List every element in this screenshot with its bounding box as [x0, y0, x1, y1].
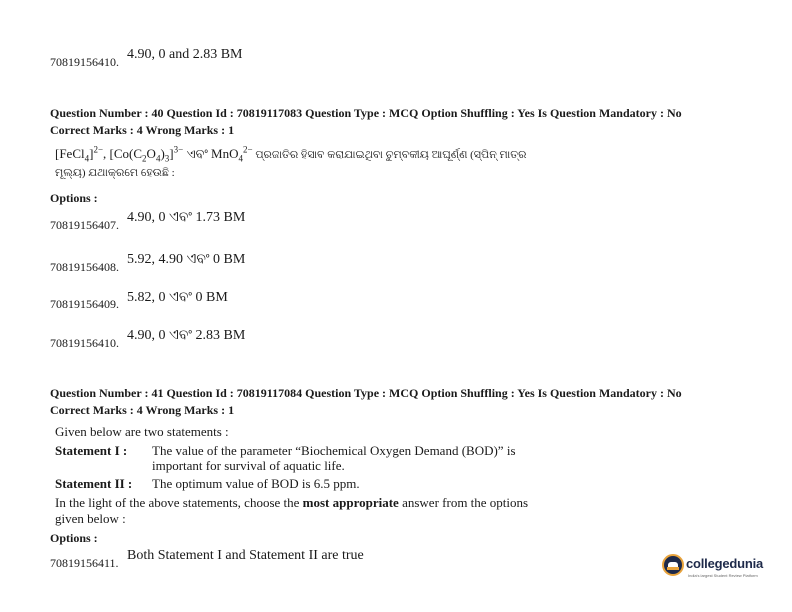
question-41-instruction-line1: In the light of the above statements, choose the most appropriate answer from the options — [55, 495, 529, 510]
question-41-header: Question Number : 41 Question Id : 70819117084 Question Type : MCQ Option Shuffling : Yes Is Question Mandatory : No — [50, 386, 682, 400]
option-text: 5.82, 0 ଏବଂ 0 BM — [127, 290, 228, 305]
question-41-intro: Given below are two statements : — [55, 424, 229, 439]
question-40-stem-line2: ମୂଲ୍ୟ) ଯଥାକ୍ରମେ ହେଉଛି : — [55, 167, 175, 179]
question-40-marks: Correct Marks : 4 Wrong Marks : 1 — [50, 123, 235, 137]
option-id: 70819156411. — [50, 556, 119, 570]
option-text: Both Statement I and Statement II are true — [127, 548, 364, 563]
question-41-marks: Correct Marks : 4 Wrong Marks : 1 — [50, 403, 235, 417]
option-text: 4.90, 0 and 2.83 BM — [127, 47, 243, 62]
option-text: 4.90, 0 ଏବଂ 1.73 BM — [127, 210, 246, 225]
statement-1-text-line2: important for survival of aquatic life. — [152, 458, 345, 473]
logo-tagline: India's largest Student Review Platform — [688, 573, 758, 578]
statement-2-text: The optimum value of BOD is 6.5 ppm. — [152, 476, 360, 491]
question-40-stem-line1: [FeCl$_4$]$^{2-}$, $[Co(C_2O_4)_3]^{3-}$ ଏବଂ MnO$_4^{2-}$ ପ୍ରଜାତିର ହିସାବ କରାଯାଇଥିବା ଚୁମ୍ବକୀୟ ଆଘୂର୍ଣ୍ଣ (ସ୍ପିନ୍ ମାତ୍ର — [55, 144, 527, 164]
option-id: 70819156407. — [50, 218, 119, 232]
option-text: 4.90, 0 ଏବଂ 2.83 BM — [127, 328, 246, 343]
option-id: 70819156409. — [50, 297, 119, 311]
question-40-header: Question Number : 40 Question Id : 70819117083 Question Type : MCQ Option Shuffling : Yes Is Question Mandatory : No — [50, 106, 682, 120]
statement-1-text-line1: The value of the parameter “Biochemical Oxygen Demand (BOD)” is — [152, 443, 516, 458]
statement-2-label: Statement II : — [55, 476, 133, 491]
collegedunia-logo — [662, 552, 784, 590]
statement-1-label: Statement I : — [55, 443, 128, 458]
logo-name: collegedunia — [686, 556, 764, 571]
options-label: Options : — [50, 531, 98, 545]
option-id: 70819156410. — [50, 55, 119, 69]
option-id: 70819156410. — [50, 336, 119, 350]
option-text: 5.92, 4.90 ଏବଂ 0 BM — [127, 252, 246, 267]
graduate-icon — [662, 554, 684, 576]
options-label: Options : — [50, 191, 98, 205]
question-41-instruction-line2: given below : — [55, 511, 126, 526]
option-id: 70819156408. — [50, 260, 119, 274]
